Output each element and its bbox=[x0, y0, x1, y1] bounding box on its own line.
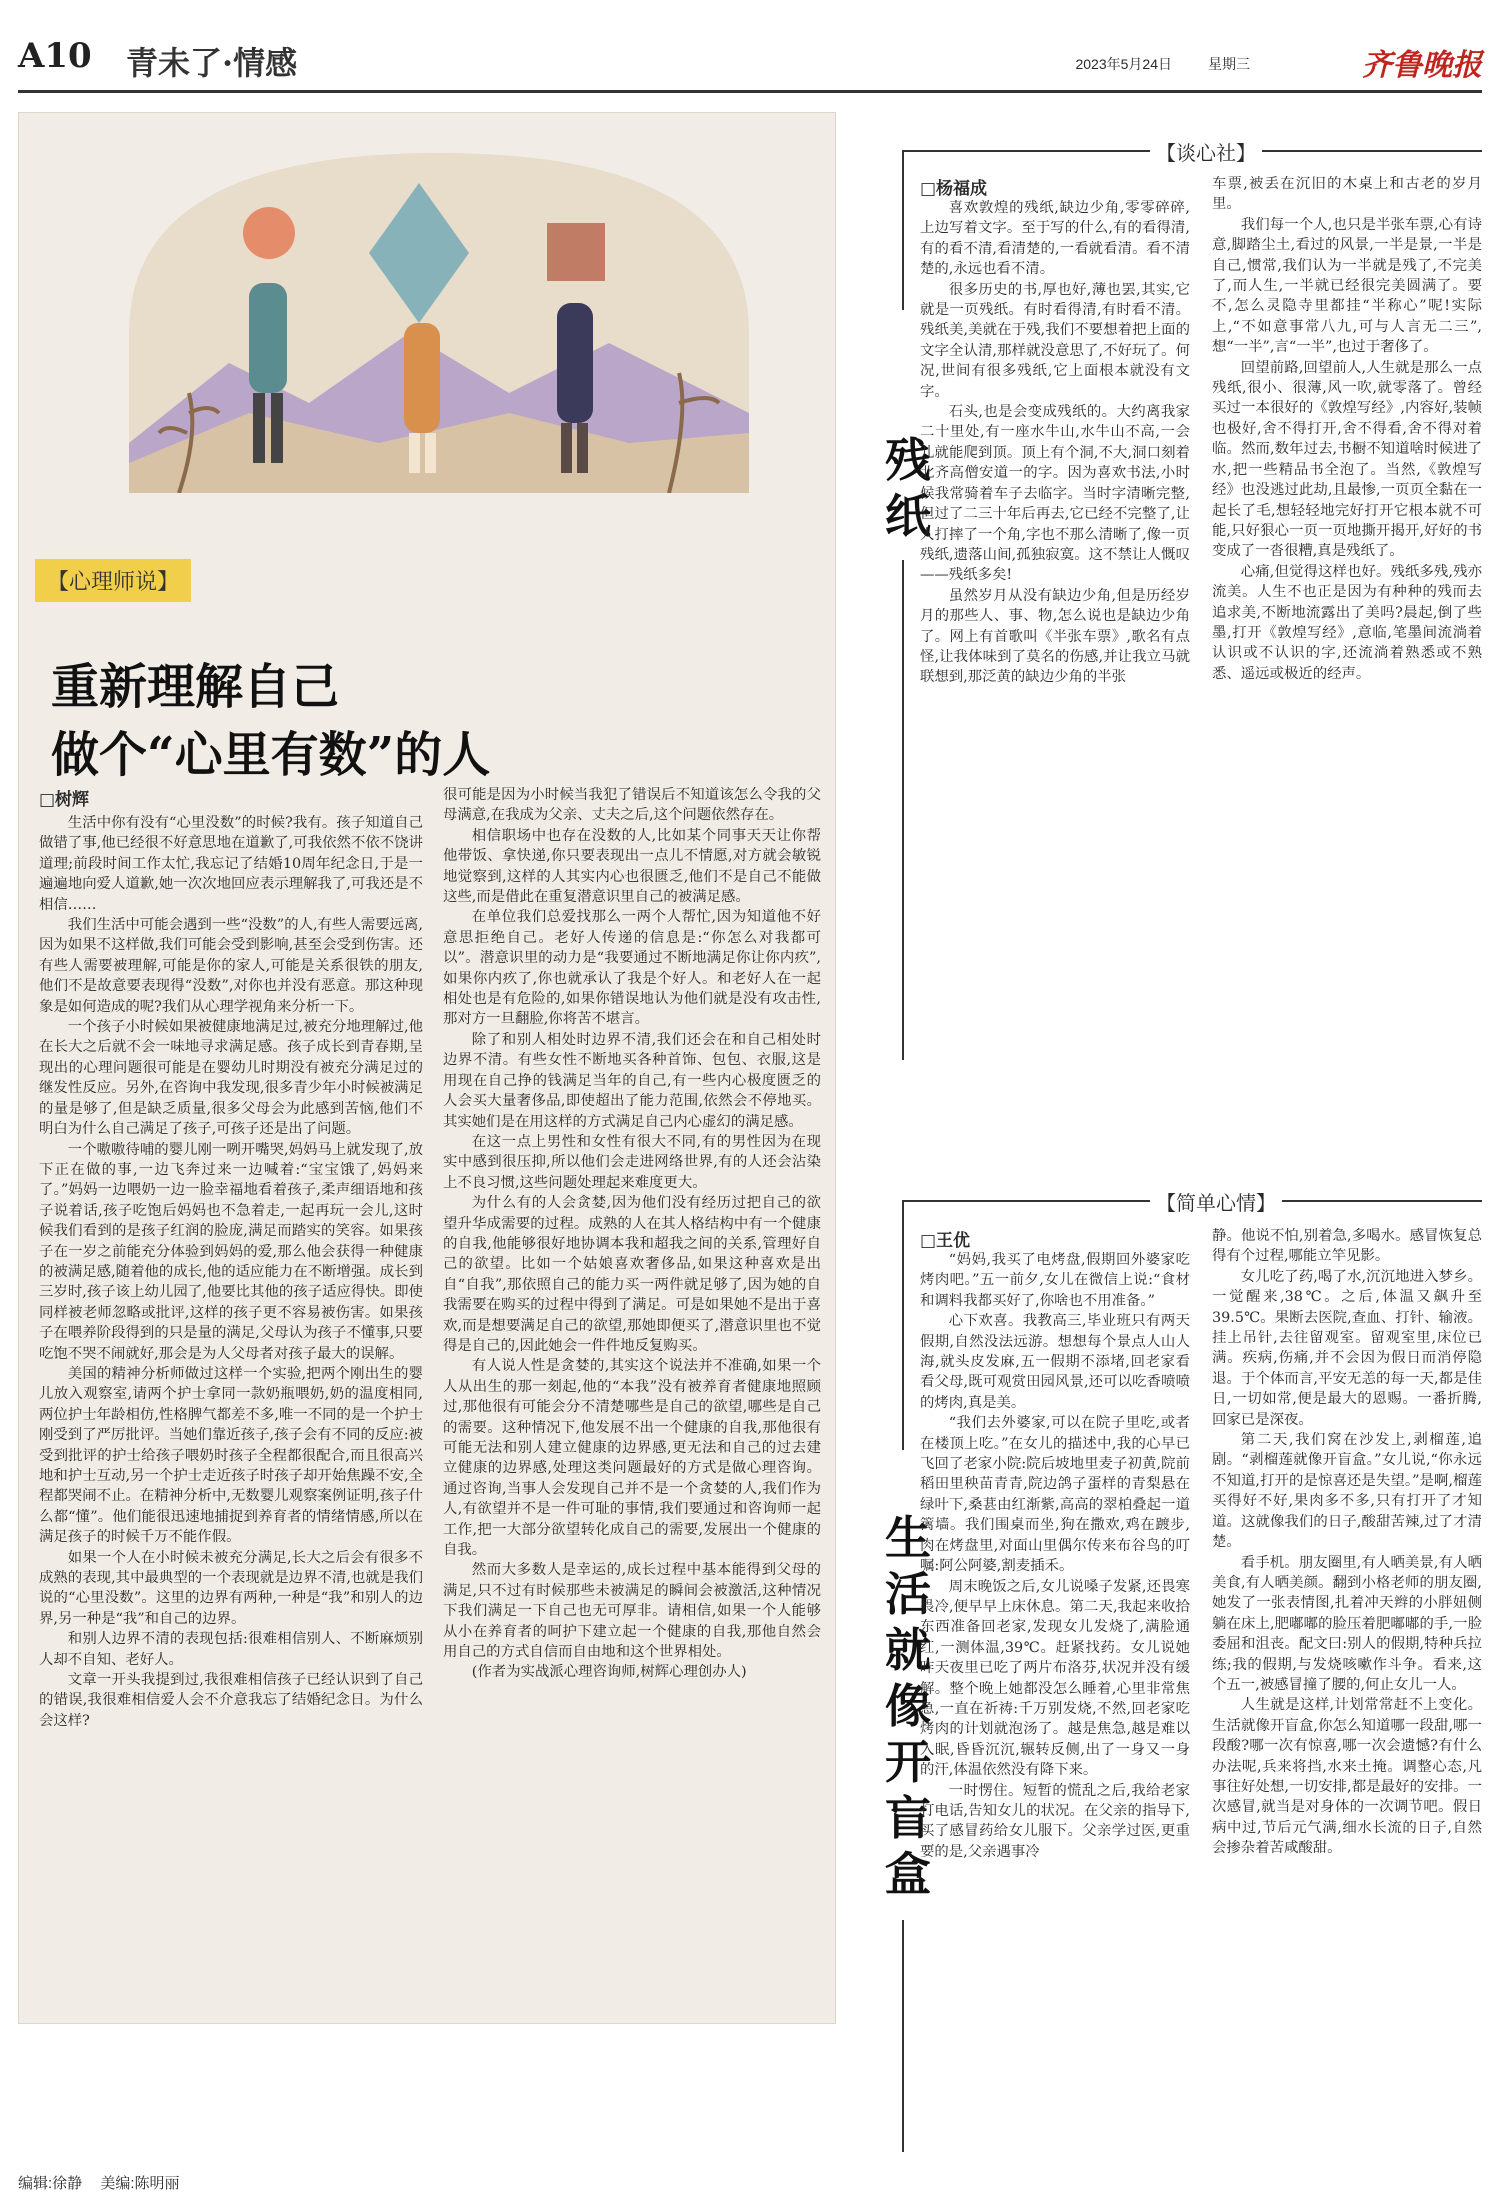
paragraph: 如果一个人在小时候未被充分满足,长大之后会有很多不成熟的表现,其中最典型的一个表现就是边界不清,也就是我们说的“心里没数”。这里的边界有两种,一种是“我”和别人的边界,另一种是“我”和自己的边界。 bbox=[39, 1549, 423, 1627]
left-article-panel bbox=[18, 112, 836, 2024]
headline-line-1: 重新理解自己 bbox=[51, 659, 340, 715]
title-side-rule-lower bbox=[902, 560, 904, 1060]
article-column-2 bbox=[1212, 1226, 1482, 1859]
issue-weekday: 星期三 bbox=[1208, 56, 1250, 72]
title-side-rule-lower bbox=[902, 1920, 904, 2152]
author-note: (作者为实战派心理咨询师,树辉心理创办人) bbox=[471, 1664, 747, 1681]
paragraph: 在单位我们总爱找那么一两个人帮忙,因为知道他不好意思拒绝自己。老好人传递的信息是:“你怎么对我都可以”。潜意识里的动力是“我要通过不断地满足你让你内疚”,如果你内疚了,你也就承认了我是个好人。和老好人在一起相处也是有危险的,如果你错误地认为他们就是没有攻击性,那对方一旦翻脸,你将苦不堪言。 bbox=[443, 909, 821, 1028]
article-column-1 bbox=[920, 1250, 1190, 1862]
newspaper-logo: 齐鲁晚报 bbox=[1362, 48, 1482, 83]
page-footer bbox=[18, 2172, 180, 2193]
paragraph: 第二天,我们窝在沙发上,剥榴莲,追剧。“剥榴莲就像开盲盒。”女儿说,“你永远不知道,打开的是惊喜还是失望。”是啊,榴莲买得好不好,果肉多不多,只有打开了才知道。这就像我们的日子,酸甜苦辣,过了才清楚。 bbox=[1212, 1432, 1482, 1551]
paragraph: 静。他说不怕,别着急,多喝水。感冒恢复总得有个过程,哪能立竿见影。 bbox=[1212, 1228, 1482, 1265]
paragraph: “妈妈,我买了电烤盘,假期回外婆家吃烤肉吧。”五一前夕,女儿在微信上说:“食材和调料我都买好了,你啥也不用准备。” bbox=[920, 1252, 1190, 1309]
paragraph: 有人说人性是贪婪的,其实这个说法并不准确,如果一个人从出生的那一刻起,他的“本我”没有被养育者健康地照顾过,那他很有可能会分不清楚哪些是自己的欲望,哪些是自己的需要。这种情况下,他发展不出一个健康的自我,那他很有可能无法和别人建立健康的边界感,更无法和自己的过去建立健康的边界感,处理这类问题最好的方式是做心理咨询。通过咨询,当事人会发现自己并不是一个贪婪的人,我们作为人,有欲望并不是一件可耻的事情,我们要通过和咨询师一起工作,把一大部分欲望转化成自己的需要,发展出一个健康的自我。 bbox=[443, 1358, 821, 1559]
issue-date: 2023年5月24日 bbox=[1075, 56, 1172, 72]
column-tag: 【心理师说】 bbox=[35, 559, 191, 602]
paragraph: 回望前路,回望前人,人生就是那么一点残纸,很小、很薄,风一吹,就零落了。曾经买过一本很好的《敦煌写经》,内容好,装帧也极好,舍不得打开,舍不得看,舍不得对着临。然而,数年过去,书橱不知道啥时候进了水,把一些精品书全泡了。当然,《敦煌写经》也没逃过此劫,且最惨,一页页全黏在一起长了毛,想轻轻地完好打开它根本就不可能,只好狠心一页一页地撕开揭开,好好的书变成了一沓很糟,真是残纸了。 bbox=[1212, 359, 1482, 560]
section-name: 青未了·情感 bbox=[126, 44, 298, 82]
page-header bbox=[18, 30, 1482, 92]
paragraph: 除了和别人相处时边界不清,我们还会在和自己相处时边界不清。有些女性不断地买各种首饰、包包、衣服,这是用现在自己挣的钱满足当年的自己,有一些内心极度匮乏的人会买大量奢侈品,即使超出了能力范围,依然会不停地买。其实她们是在用这样的方式满足自己内心虚幻的满足感。 bbox=[443, 1031, 821, 1130]
paragraph: 很多历史的书,厚也好,薄也罢,其实,它就是一页残纸。有时看得清,有时看不清。残纸美,美就在于残,我们不要想着把上面的文字全认清,那样就没意思了,不好玩了。何况,世间有很多残纸,它上面根本就没有文字。 bbox=[920, 281, 1190, 400]
paragraph: 美国的精神分析师做过这样一个实验,把两个刚出生的婴儿放入观察室,请两个护士拿同一款奶瓶喂奶,奶的温度相同,两位护士年龄相仿,性格脾气都差不多,唯一不同的是一个护士刚受到了严厉批评。当她们靠近孩子,孩子会有不同的反应:被受到批评的护士给孩子喂奶时孩子全程都很配合,而且很高兴地和护士互动,另一个护士走近孩子时孩子却开始焦躁不安,全程都哭闹不止。在精神分析中,无数婴儿观察案例证明,孩子什么都“懂”。他们能很迅速地捕捉到养育者的情绪情感,所以在满足孩子的时候千万不能作假。 bbox=[39, 1365, 423, 1546]
byline: □树辉 bbox=[39, 790, 90, 810]
title-side-rule bbox=[902, 1200, 904, 1450]
paragraph: 然而大多数人是幸运的,成长过程中基本能得到父母的满足,只不过有时候那些未被满足的瞬间会被激活,这种情况下我们满足一下自己也无可厚非。请相信,如果一个人能够从小在养育者的呵护下建立起一个健康的自我,那他自然会用自己的方式自信而自由地和这个世界相处。 bbox=[443, 1562, 821, 1661]
byline: □杨福成 bbox=[920, 179, 988, 199]
title-side-rule bbox=[902, 150, 904, 310]
paragraph: 为什么有的人会贪婪,因为他们没有经历过把自己的欲望升华成需要的过程。成熟的人在其人格结构中有一个健康的自我,他能够很好地协调本我和超我之间的关系,管理好自己的欲望。比如一个姑娘喜欢奢侈品,如果这种喜欢是出自“自我”,那依照自己的能力买一两件就足够了,因为她的自我需要在购买的过程中得到了满足。可是如果她不是出于喜欢,而是想要满足自己的欲望,那她即便买了,潜意识里也不觉得是自己的,因此她会一件件地反复购买。 bbox=[443, 1195, 821, 1354]
header-illustration bbox=[49, 113, 829, 493]
paragraph: 周末晚饭之后,女儿说嗓子发紧,还畏寒畏冷,便早早上床休息。第二天,我起来收拾东西准备回老家,发现女儿发烧了,满脸通红,一测体温,39℃。赶紧找药。女儿说她昨天夜里已吃了两片布洛芬,状况并没有缓解。整个晚上她都没怎么睡着,心里非常焦急,一直在祈祷:千万别发烧,不然,回老家吃烤肉的计划就泡汤了。越是焦急,越是难以入眠,昏昏沉沉,辗转反侧,出了一身又一身的汗,体温依然没有降下来。 bbox=[920, 1578, 1190, 1779]
paragraph: 车票,被丢在沉旧的木桌上和古老的岁月里。 bbox=[1212, 176, 1482, 213]
paragraph: 心下欢喜。我教高三,毕业班只有两天假期,自然没法远游。想想每个景点人山人海,就头皮发麻,五一假期不添堵,回老家看看父母,既可观赏田园风景,还可以吃香喷喷的烤肉,真是美。 bbox=[920, 1313, 1190, 1411]
paragraph: 人生就是这样,计划常常赶不上变化。生活就像开盲盒,你怎么知道哪一段甜,哪一段酸?哪一次有惊喜,哪一次会遗憾?有什么办法呢,兵来将挡,水来土掩。调整心态,凡事往好处想,一切安排,都是最好的安排。一次感冒,就当是对身体的一次调节吧。假日病中过,节后元气满,细水长流的日子,自然会掺杂着苦咸酸甜。 bbox=[1212, 1697, 1482, 1857]
paragraph: 很可能是因为小时候当我犯了错误后不知道该怎么令我的父母满意,在我成为父亲、丈夫之后,这个问题依然存在。 bbox=[443, 787, 821, 824]
article-column-2 bbox=[443, 785, 821, 1683]
column-tag-mood: 【简单心情】 bbox=[1150, 1187, 1282, 1216]
paragraph: 我们每一个人,也只是半张车票,心有诗意,脚踏尘土,看过的风景,一半是景,一半是自己,惯常,我们认为一半就是残了,不完美了,而人生,一半就已经很完美圆满了。要不,怎么灵隐寺里都挂“半称心”呢!实际上,“不如意事常八九,可与人言无二三”,想“一半”,言“一半”,也过于奢侈了。 bbox=[1212, 216, 1482, 356]
paragraph: 女儿吃了药,喝了水,沉沉地进入梦乡。一觉醒来,38℃。之后,体温又飙升至39.5℃。果断去医院,查血、打针、输液。挂上吊针,去往留观室。留观室里,床位已满。疾病,伤痛,并不会因为假日而消停隐退。于个体而言,平安无恙的每一天,都是佳日,一切如常,便是最大的恩赐。一番折腾,回家已是深夜。 bbox=[1212, 1268, 1482, 1428]
paragraph: 一个孩子小时候如果被健康地满足过,被充分地理解过,他在长大之后就不会一味地寻求满足感。孩子成长到青春期,呈现出的心理问题很可能是在婴幼儿时期没有被充分满足过的继发性反应。另外,在咨询中我发现,很多青少年小时候被满足的量是够了,但是缺乏质量,很多父母会为此感到苦恼,他们不明白为什么自己满足了孩子,可孩子还是出了问题。 bbox=[39, 1019, 423, 1138]
column-tag-talk: 【谈心社】 bbox=[1150, 137, 1262, 166]
headline-line-2: 做个“心里有数”的人 bbox=[51, 727, 491, 783]
article-title-vertical: 生活就像开盲盒 bbox=[885, 1511, 931, 1901]
article-column-1 bbox=[920, 198, 1190, 688]
paragraph: 石头,也是会变成残纸的。大约离我家二十里处,有一座水牛山,水牛山不高,一会儿就能爬到顶。顶上有个洞,不大,洞口刻着北齐高僧安道一的字。因为喜欢书法,小时候我常骑着车子去临字。当时字清晰完整,但过了二三十年后再去,它已经不完整了,让人打摔了一个角,字也不那么清晰了,像一页残纸,遗落山间,孤独寂寞。这不禁让人慨叹——残纸多矣! bbox=[920, 404, 1190, 584]
designer-credit: 美编:陈明丽 bbox=[100, 2175, 180, 2192]
paragraph: “我们去外婆家,可以在院子里吃,或者在楼顶上吃。”在女儿的描述中,我的心早已飞回了老家小院:院后坡地里麦子初黄,院前稻田里秧苗青青,院边鸽子蛋样的青梨悬在绿叶下,桑葚由红渐紫,高高的翠柏叠起一道篱墙。我们围桌而坐,狗在撒欢,鸡在踱步,肉在烤盘里,对面山里偶尔传来布谷鸟的叮嘱:阿公阿婆,割麦插禾。 bbox=[920, 1415, 1190, 1575]
paragraph: 一时愣住。短暂的慌乱之后,我给老家打电话,告知女儿的状况。在父亲的指导下,买了感冒药给女儿服下。父亲学过医,更重要的是,父亲遇事冷 bbox=[920, 1782, 1190, 1860]
paragraph: 我们生活中可能会遇到一些“没数”的人,有些人需要远离,因为如果不这样做,我们可能会受到影响,甚至会受到伤害。还有些人需要被理解,可能是你的家人,可能是关系很铁的朋友,他们不是故意要表现得“没数”,对你也并没有恶意。那这种现象是如何造成的呢?我们从心理学视角来分析一下。 bbox=[39, 917, 423, 1015]
header-rule bbox=[18, 90, 1482, 93]
article-headline bbox=[51, 653, 811, 789]
paragraph: 一个嗷嗷待哺的婴儿刚一咧开嘴哭,妈妈马上就发现了,放下正在做的事,一边飞奔过来一边喊着:“宝宝饿了,妈妈来了。”妈妈一边喂奶一边一脸幸福地看着孩子,柔声细语地和孩子说着话,孩子吃饱后妈妈也不急着走,一起再玩一会儿,这时候我们看到的是孩子红润的脸庞,满足而踏实的笑容。如果孩子在一岁之前能充分体验到妈妈的爱,那么他会获得一种健康的被满足感,随着他的成长,他的适应能力在不断增强。成长到三岁时,孩子该上幼儿园了,他要比其他的孩子适应得快。即使同样被老师忽略或批评,这样的孩子更不容易被伤害。如果孩子在喂养阶段得到的只是量的满足,父母认为孩子不懂事,只要吃饱不哭不闹就好,那会是为人父母者对孩子最大的误解。 bbox=[39, 1141, 423, 1362]
page-number: A10 bbox=[18, 36, 92, 76]
article-column-2 bbox=[1212, 174, 1482, 684]
article-title-vertical: 残纸 bbox=[885, 433, 931, 543]
paragraph: 生活中你有没有“心里没数”的时候?我有。孩子知道自己做错了事,他已经很不好意思地在道歉了,可我依然不依不饶讲道理;前段时间工作太忙,我忘记了结婚10周年纪念日,于是一遍遍地向爱人道歉,她一次次地回应表示理解我了,可我还是不相信…… bbox=[39, 815, 423, 913]
paragraph: 虽然岁月从没有缺边少角,但是历经岁月的那些人、事、物,怎么说也是缺边少角了。网上有首歌叫《半张车票》,歌名有点怪,让我体味到了莫名的伤感,并让我立马就联想到,那泛黄的缺边少角的半张 bbox=[920, 587, 1190, 686]
article-column-1 bbox=[39, 813, 423, 1731]
byline: □王优 bbox=[920, 1231, 971, 1251]
paragraph: 相信职场中也存在没数的人,比如某个同事天天让你帮他带饭、拿快递,你只要表现出一点儿不情愿,对方就会敏锐地觉察到,这样的人其实内心也很匮乏,他们不是自己不能做这些,而是借此在重复潜意识里自己的被满足感。 bbox=[443, 827, 821, 906]
editor-credit: 编辑:徐静 bbox=[18, 2175, 83, 2192]
paragraph: 在这一点上男性和女性有很大不同,有的男性因为在现实中感到很压抑,所以他们会走进网络世界,有的人还会沾染上不良习惯,这些问题处理起来难度更大。 bbox=[443, 1133, 821, 1191]
paragraph: 文章一开头我提到过,我很难相信孩子已经认识到了自己的错误,我很难相信爱人会不介意我忘了结婚纪念日。为什么会这样? bbox=[39, 1672, 423, 1729]
paragraph: 和别人边界不清的表现包括:很难相信别人、不断麻烦别人却不自知、老好人。 bbox=[39, 1631, 423, 1668]
paragraph: 喜欢敦煌的残纸,缺边少角,零零碎碎,上边写着文字。至于写的什么,有的看得清,有的看不清,看清楚的,一看就看清。看不清楚的,永远也看不清。 bbox=[920, 200, 1190, 278]
paragraph: 看手机。朋友圈里,有人晒美景,有人晒美食,有人晒美颜。翻到小格老师的朋友圈,她发了一张表情图,扎着冲天辫的小胖妞侧躺在床上,肥嘟嘟的脸压着肥嘟嘟的手,一脸委屈和沮丧。配文曰:别人的假期,特种兵拉练;我的假期,与发烧咳嗽作斗争。看来,这个五一,被感冒撞了腰的,何止女儿一人。 bbox=[1212, 1554, 1482, 1693]
paragraph: 心痛,但觉得这样也好。残纸多残,残亦流美。人生不也正是因为有种种的残而去追求美,不断地流露出了美吗?晨起,倒了些墨,打开《敦煌写经》,意临,笔墨间流淌着认识或不认识的字,还流淌着熟悉或不熟悉、遥远或极近的经声。 bbox=[1212, 563, 1482, 682]
